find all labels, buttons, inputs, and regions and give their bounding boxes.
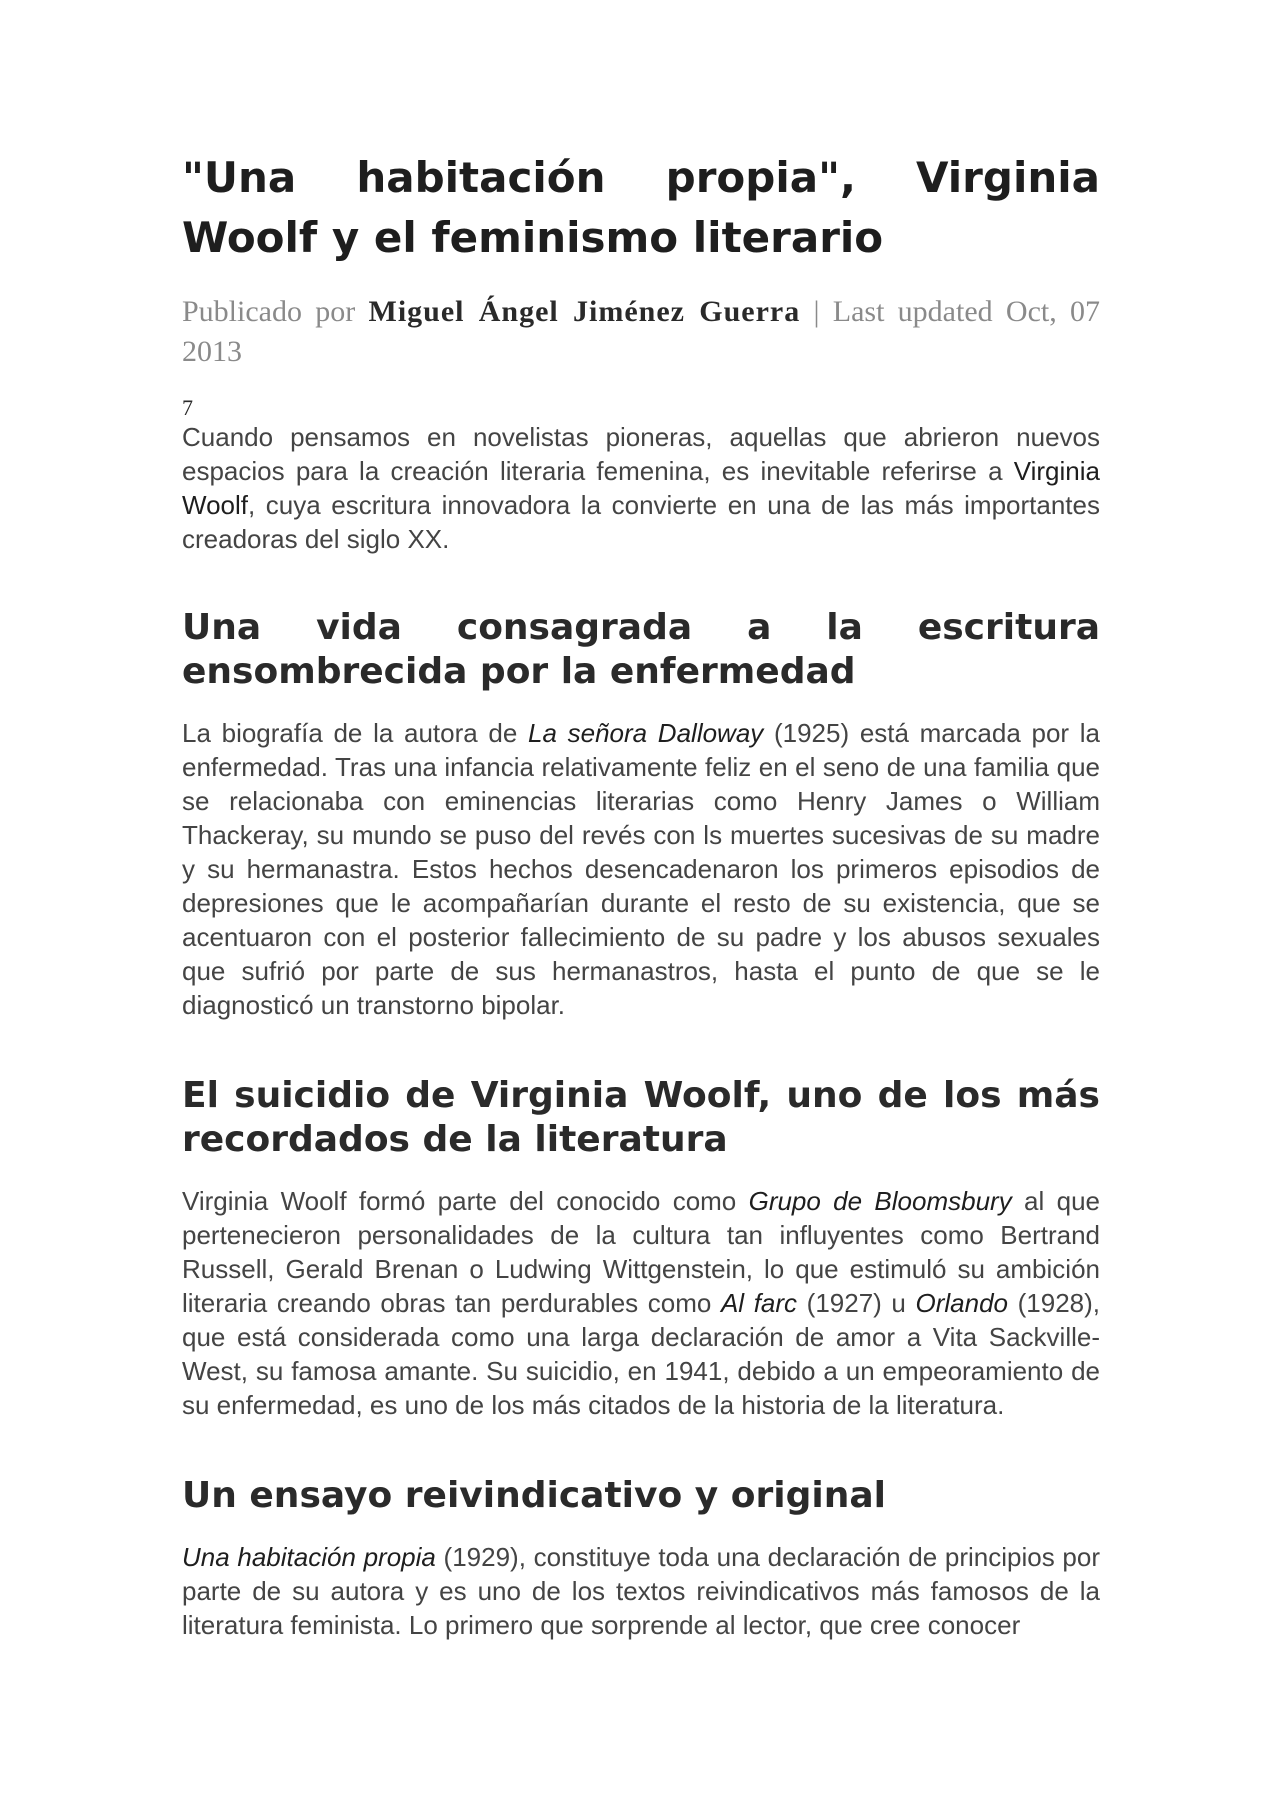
book-title-habitacion: Una habitación propia <box>182 1542 436 1572</box>
paragraph-text: La biografía de la autora de <box>182 718 529 748</box>
book-title-al-faro: Al farc <box>720 1288 798 1318</box>
comment-count[interactable]: 7 <box>182 395 193 420</box>
virginia-woolf-link[interactable]: Virginia Woolf <box>182 456 1100 520</box>
paragraph-text: (1929), constituye toda una declaración de principios por parte de su autora y es uno de los textos reivindicativos más famosos de la literatura feminista. Lo primero que sorprende al lector, que cree conocer <box>182 1542 1100 1640</box>
book-title-dalloway: La señora Dalloway <box>528 718 764 748</box>
paragraph-text: al que pertenecieron personalidades de la cultura tan influyentes como Bertrand Russell, Gerald Brenan o Ludwing Wittgenstein, lo que estimuló su ambición literaria creando obras tan perdurables como <box>182 1186 1100 1318</box>
section-heading-ensayo: Un ensayo reivindicativo y original <box>182 1475 886 1516</box>
published-by-label: Publicado por <box>182 295 356 328</box>
intro-text-2: , cuya escritura innovadora la convierte en una de las más importantes creadoras del siglo XX. <box>182 490 1100 554</box>
section-paragraph-suicidio <box>182 1184 1100 1422</box>
article-meta <box>182 292 1100 372</box>
last-updated: Last updated Oct, 07 2013 <box>182 295 1100 368</box>
section-heading-vida: Una vida consagrada a la escritura ensombrecida por la enfermedad <box>182 607 1100 692</box>
author-link[interactable]: Miguel Ángel Jiménez Guerra <box>368 295 801 328</box>
article-title: "Una habitación propia", Virginia Woolf y el feminismo literario <box>182 153 1100 262</box>
meta-separator: | <box>813 295 820 328</box>
section-paragraph-ensayo <box>182 1540 1100 1642</box>
paragraph-text: Virginia Woolf formó parte del conocido como <box>182 1186 749 1216</box>
book-title-orlando-link[interactable]: Orlando <box>915 1288 1009 1318</box>
paragraph-text: (1928), que está considerada como una larga declaración de amor a Vita Sackville-West, su famosa amante. Su suicidio, en 1941, debido a un empeoramiento de su enfermedad, es uno de los más citados de la historia de la literatura. <box>182 1288 1101 1420</box>
paragraph-text: (1925) está marcada por la enfermedad. Tras una infancia relativamente feliz en el seno de una familia que se relacionaba con eminencias literarias como Henry James o William Thackeray, su mundo se puso del revés con ls muertes sucesivas de su madre y su hermanastra. Estos hechos desencadenaron los primeros episodios de depresiones que le acompañarían durante el resto de su existencia, que se acentuaron con el posterior fallecimiento de su padre y los abusos sexuales que sufrió por parte de sus hermanastros, hasta el punto de que se le diagnosticó un transtorno bipolar. <box>182 718 1100 1020</box>
group-name-bloomsbury: Grupo de Bloomsbury <box>748 1186 1012 1216</box>
article <box>182 148 1100 1642</box>
paragraph-text: (1927) u <box>797 1288 916 1318</box>
intro-text-1: Cuando pensamos en novelistas pioneras, aquellas que abrieron nuevos espacios para la creación literaria femenina, es inevitable referirse a <box>182 422 1100 486</box>
intro-paragraph <box>182 420 1100 556</box>
section-heading-suicidio: El suicidio de Virginia Woolf, uno de los más recordados de la literatura <box>182 1075 1100 1160</box>
section-paragraph-vida <box>182 716 1100 1022</box>
